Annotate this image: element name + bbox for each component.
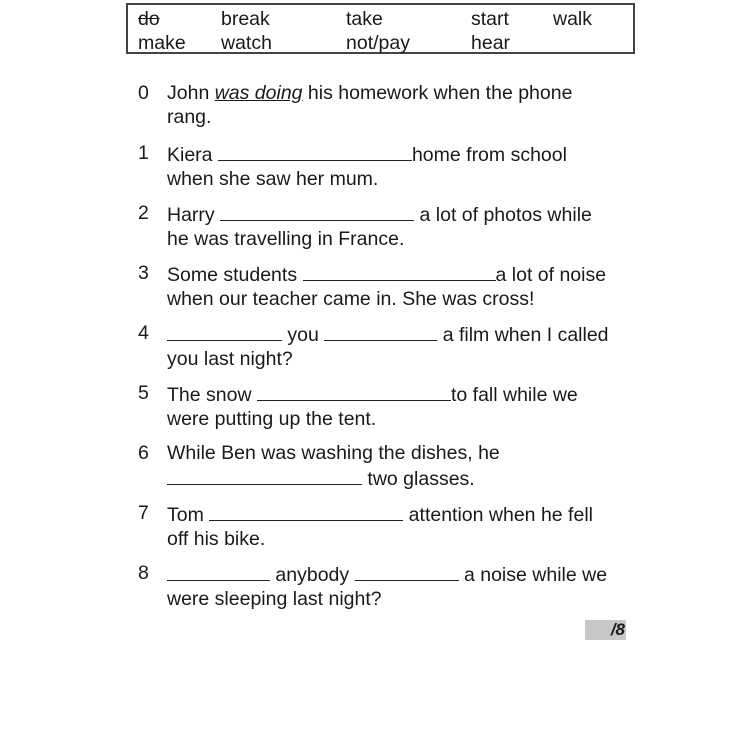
word-watch: watch <box>221 32 272 54</box>
word-take: take <box>346 8 383 30</box>
word-hear: hear <box>471 32 511 54</box>
answer-blank[interactable] <box>209 501 403 521</box>
word-box <box>126 3 635 54</box>
item-number: 4 <box>138 322 149 344</box>
answer-blank[interactable] <box>167 465 362 485</box>
text: when she saw her mum. <box>167 168 379 190</box>
item-number: 6 <box>138 442 149 464</box>
text: to fall while we <box>450 384 578 406</box>
text: The snow <box>167 384 257 406</box>
text: a lot of noise <box>495 264 607 286</box>
answer-blank[interactable] <box>220 201 414 221</box>
text: were sleeping last night? <box>167 588 382 610</box>
text: While Ben was washing the dishes, he <box>167 442 500 464</box>
text: Kiera <box>167 144 218 166</box>
answer-blank[interactable] <box>218 141 412 161</box>
text: Tom <box>167 504 210 526</box>
text: a film when I called <box>437 324 609 346</box>
answer-blank[interactable] <box>167 321 282 341</box>
text: you <box>282 324 325 346</box>
item-number: 8 <box>138 562 149 584</box>
text: two glasses. <box>362 468 475 490</box>
text: his homework when the phone <box>302 82 573 104</box>
word-start: start <box>471 8 509 30</box>
text: Some students <box>167 264 303 286</box>
text: rang. <box>167 106 212 128</box>
text: Harry <box>167 204 221 226</box>
item-number: 7 <box>138 502 149 524</box>
text: off his bike. <box>167 528 266 550</box>
answer-blank[interactable] <box>303 261 496 281</box>
answer-blank[interactable] <box>355 561 459 581</box>
answer-blank[interactable] <box>167 561 270 581</box>
item-number: 1 <box>138 142 149 164</box>
word-walk: walk <box>553 8 593 30</box>
item-number: 3 <box>138 262 149 284</box>
item-number: 0 <box>138 82 149 104</box>
text: when our teacher came in. She was cross! <box>167 288 535 310</box>
example-answer: was doing <box>214 82 303 104</box>
item-number: 2 <box>138 202 149 224</box>
text: he was travelling in France. <box>167 228 405 250</box>
text: were putting up the tent. <box>167 408 377 430</box>
text: John <box>167 82 215 104</box>
answer-blank[interactable] <box>324 321 437 341</box>
text: home from school <box>411 144 567 166</box>
word-break: break <box>221 8 270 30</box>
item-number: 5 <box>138 382 149 404</box>
text: anybody <box>270 564 355 586</box>
text: a lot of photos while <box>414 204 592 226</box>
text: you last night? <box>167 348 293 370</box>
word-make: make <box>138 32 186 54</box>
word-not-pay: not/pay <box>346 32 410 54</box>
score-box: /8 <box>585 620 626 640</box>
answer-blank[interactable] <box>257 381 451 401</box>
text: attention when he fell <box>403 504 593 526</box>
word-do-crossed: do <box>138 8 160 30</box>
text: a noise while we <box>458 564 608 586</box>
